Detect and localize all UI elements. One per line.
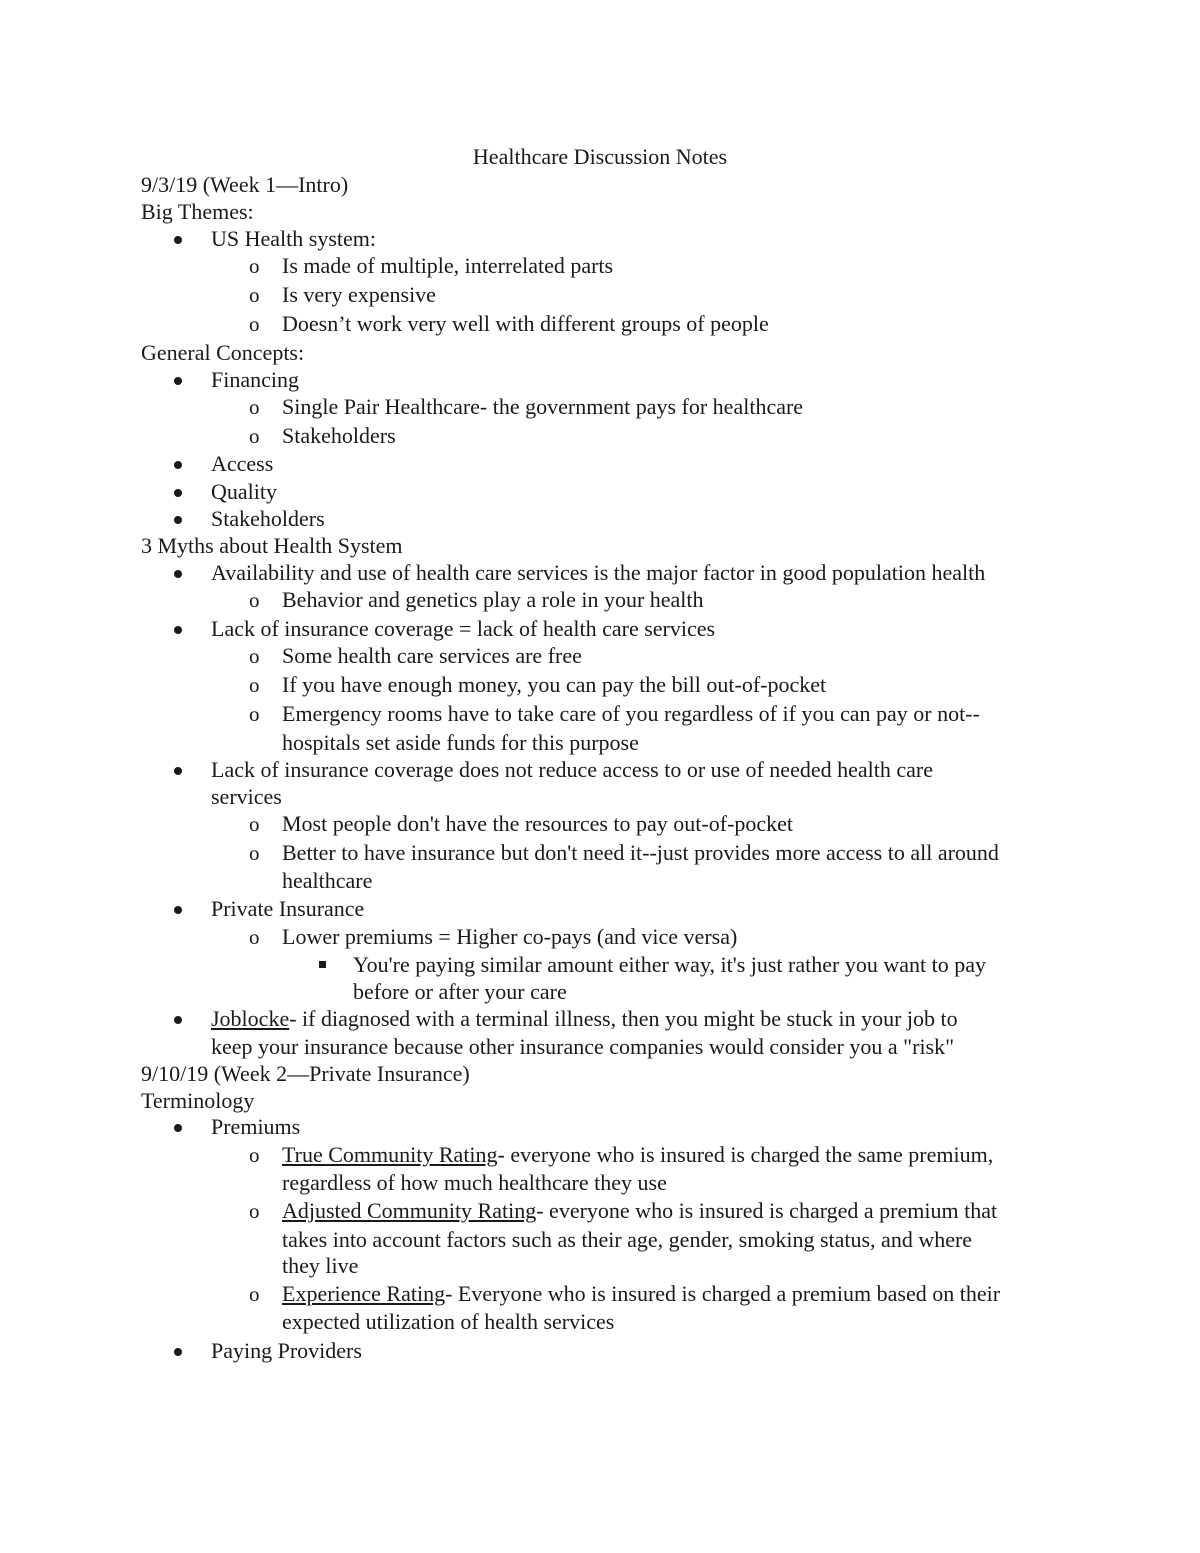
sub-bullet-continuation: regardless of how much healthcare they use <box>282 1170 667 1195</box>
sub-bullet-item: o Lower premiums = Higher co-pays (and vice versa) <box>249 924 738 949</box>
bullet-continuation: services <box>211 784 282 809</box>
sub-bullet-marker: o <box>249 254 260 278</box>
bullet-item: US Health system: <box>211 225 376 253</box>
sub-sub-bullet-item: You're paying similar amount either way, it's just rather you want to pay <box>353 951 986 979</box>
sub-bullet-item: o Better to have insurance but don't need it--just provides more access to all around <box>249 840 999 865</box>
myths-heading: 3 Myths about Health System <box>141 533 403 558</box>
bullet-marker <box>174 626 182 634</box>
joblocke-term: Joblocke <box>211 1006 290 1031</box>
sub-bullet-marker: o <box>249 812 260 836</box>
bullet-marker <box>174 377 182 385</box>
sub-bullet-continuation: takes into account factors such as their age, gender, smoking status, and where <box>282 1227 973 1252</box>
bullet-marker <box>174 1124 182 1132</box>
sub-bullet-item: o Behavior and genetics play a role in your health <box>249 587 704 612</box>
bullet-marker <box>174 1016 182 1024</box>
sub-bullet-marker: o <box>249 925 260 949</box>
sub-bullet-item: o If you have enough money, you can pay the bill out-of-pocket <box>249 672 827 697</box>
square-bullet-marker <box>319 961 326 968</box>
sub-bullet-item: o Emergency rooms have to take care of you regardless of if you can pay or not-- <box>249 701 980 726</box>
true-community-rating-term: True Community Rating <box>282 1142 498 1167</box>
sub-bullet-marker: o <box>249 644 260 668</box>
sub-bullet-marker: o <box>249 1143 260 1167</box>
sub-bullet-continuation: they live <box>282 1253 359 1278</box>
sub-bullet-item: o Adjusted Community Rating- everyone who is insured is charged a premium that <box>249 1198 998 1223</box>
bullet-marker <box>174 570 182 578</box>
bullet-marker <box>174 236 182 244</box>
experience-rating-term: Experience Rating <box>282 1281 446 1306</box>
sub-bullet-continuation: hospitals set aside funds for this purpose <box>282 730 639 755</box>
bullet-item: Premiums <box>211 1113 300 1141</box>
sub-bullet-continuation: expected utilization of health services <box>282 1309 615 1334</box>
bullet-continuation: keep your insurance because other insurance companies would consider you a "risk" <box>211 1034 955 1059</box>
bullet-marker <box>174 461 182 469</box>
bullet-marker <box>174 906 182 914</box>
bullet-marker <box>174 489 182 497</box>
sub-bullet-item: o Stakeholders <box>249 423 396 448</box>
sub-sub-bullet-continuation: before or after your care <box>353 979 567 1004</box>
bullet-item: Stakeholders <box>211 505 325 533</box>
bullet-item: Paying Providers <box>211 1337 362 1365</box>
week1-header: 9/3/19 (Week 1—Intro) <box>141 172 349 197</box>
bullet-item: Quality <box>211 478 277 506</box>
document-title: Healthcare Discussion Notes <box>472 144 728 169</box>
sub-bullet-item: o Experience Rating- Everyone who is insured is charged a premium based on their <box>249 1281 1001 1306</box>
sub-bullet-continuation: healthcare <box>282 868 373 893</box>
sub-bullet-item: o Single Pair Healthcare- the government pays for healthcare <box>249 394 804 419</box>
big-themes-heading: Big Themes: <box>141 199 254 224</box>
sub-bullet-item: o Most people don't have the resources to pay out-of-pocket <box>249 811 794 836</box>
week2-header: 9/10/19 (Week 2—Private Insurance) <box>141 1061 470 1086</box>
sub-bullet-item: o Doesn’t work very well with different groups of people <box>249 311 769 336</box>
sub-bullet-marker: o <box>249 1199 260 1223</box>
sub-bullet-marker: o <box>249 283 260 307</box>
sub-bullet-marker: o <box>249 673 260 697</box>
general-concepts-heading: General Concepts: <box>141 340 305 365</box>
sub-bullet-marker: o <box>249 841 260 865</box>
bullet-marker <box>174 767 182 775</box>
sub-bullet-marker: o <box>249 702 260 726</box>
sub-bullet-item: o Some health care services are free <box>249 643 582 668</box>
sub-bullet-marker: o <box>249 395 260 419</box>
bullet-item: Lack of insurance coverage does not reduce access to or use of needed health care <box>211 756 933 784</box>
bullet-item: Access <box>211 450 273 478</box>
sub-bullet-marker: o <box>249 312 260 336</box>
bullet-item: Private Insurance <box>211 895 364 923</box>
sub-bullet-marker: o <box>249 424 260 448</box>
sub-bullet-item: o True Community Rating- everyone who is insured is charged the same premium, <box>249 1142 994 1167</box>
bullet-item: Financing <box>211 366 299 394</box>
bullet-item: Availability and use of health care services is the major factor in good population health <box>211 559 985 587</box>
adjusted-community-rating-term: Adjusted Community Rating <box>282 1198 537 1223</box>
terminology-heading: Terminology <box>141 1088 255 1113</box>
sub-bullet-item: o Is made of multiple, interrelated parts <box>249 253 614 278</box>
bullet-marker <box>174 1348 182 1356</box>
sub-bullet-item: o Is very expensive <box>249 282 436 307</box>
sub-bullet-marker: o <box>249 1282 260 1306</box>
bullet-item: Lack of insurance coverage = lack of health care services <box>211 615 715 643</box>
bullet-item: Joblocke- if diagnosed with a terminal illness, then you might be stuck in your job to <box>211 1005 958 1033</box>
bullet-marker <box>174 516 182 524</box>
sub-bullet-marker: o <box>249 588 260 612</box>
